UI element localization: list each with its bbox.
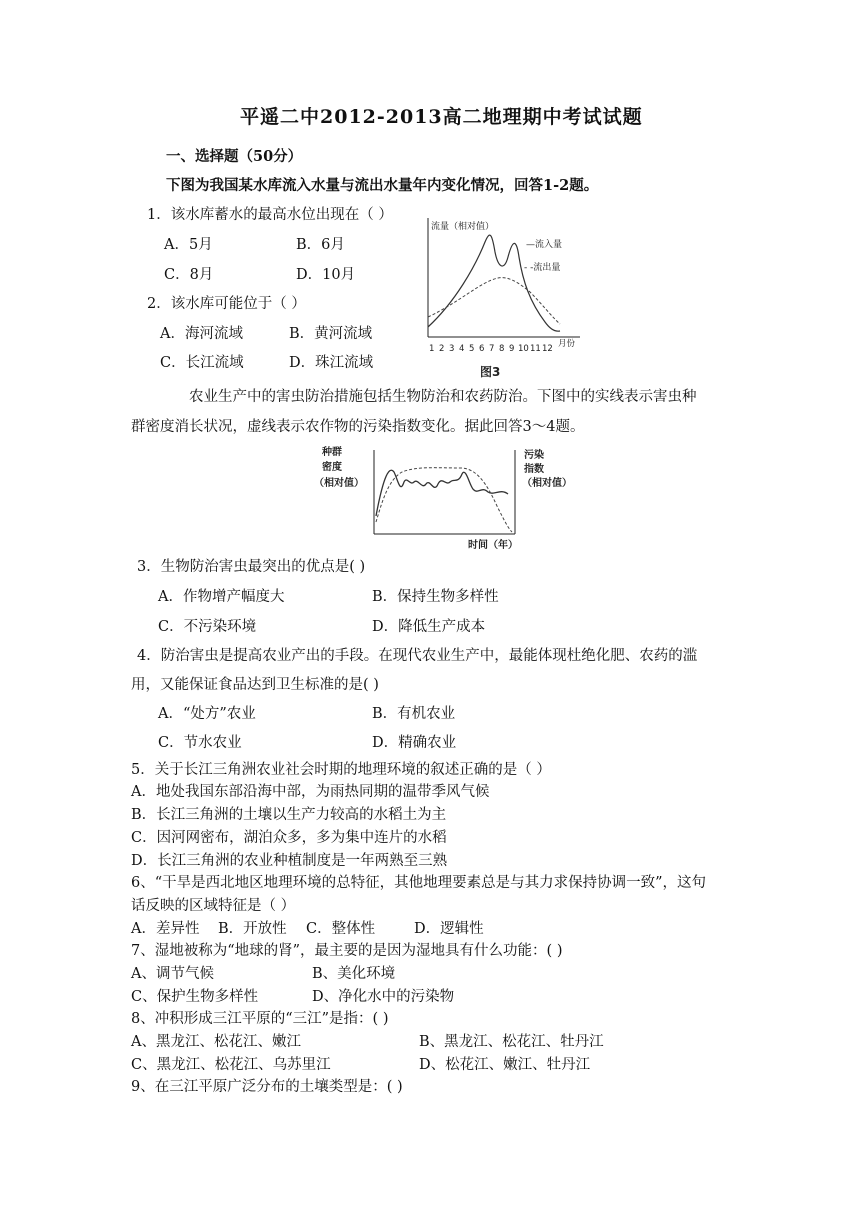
q5-option-b: B．长江三角洲的土壤以生产力较高的水稻土为主 <box>131 807 447 823</box>
q8-option-c: C、黑龙江、松花江、乌苏里江 <box>131 1057 331 1073</box>
q8-option-b: B、黑龙江、松花江、牡丹江 <box>419 1034 604 1050</box>
q2-option-b: B．黄河流域 <box>289 326 373 342</box>
q9-stem: 9、在三江平原广泛分布的土壤类型是：( ) <box>131 1079 403 1095</box>
q1-stem: 1．该水库蓄水的最高水位出现在（ ） <box>147 207 393 223</box>
q4-option-b: B．有机农业 <box>372 706 456 722</box>
q1-option-b: B．6月 <box>296 237 345 253</box>
time-axis-label: 时间（年） <box>468 540 518 551</box>
q7-option-d: D、净化水中的污染物 <box>312 989 455 1005</box>
intro-q1-2: 下图为我国某水库流入水量与流出水量年内变化情况，回答1-2题。 <box>166 177 599 194</box>
q6-option-a: A．差异性 <box>131 921 200 937</box>
q6-stem-line2: 话反映的区域特征是（ ） <box>131 898 296 914</box>
left-axis-label-2: 密度 <box>322 462 342 473</box>
figure-caption: 图3 <box>480 365 501 379</box>
month-ticks <box>429 344 553 354</box>
q5-option-d: D．长江三角洲的农业种植制度是一年两熟至三熟 <box>131 853 448 869</box>
outflow-curve <box>428 278 560 324</box>
q6-option-c: C．整体性 <box>306 921 376 937</box>
month-tick: 11 <box>530 344 541 354</box>
month-tick: 1 <box>429 344 435 354</box>
legend-inflow: —流入量 <box>526 240 563 250</box>
q4-option-c: C．节水农业 <box>158 735 242 751</box>
q8-option-d: D、松花江、嫩江、牡丹江 <box>419 1057 591 1073</box>
q3-option-a: A．作物增产幅度大 <box>158 589 285 605</box>
month-tick: 6 <box>479 344 485 354</box>
month-tick: 4 <box>459 344 465 354</box>
q8-option-a: A、黑龙江、松花江、嫩江 <box>131 1034 301 1050</box>
pest-pollution-figure <box>312 444 572 554</box>
left-axis-label-1: 种群 <box>322 447 342 458</box>
q3-option-d: D．降低生产成本 <box>372 619 486 635</box>
q3-stem: 3．生物防治害虫最突出的优点是( ) <box>137 559 366 575</box>
month-unit: 月份 <box>558 339 576 349</box>
q5-stem: 5．关于长江三角洲农业社会时期的地理环境的叙述正确的是（ ） <box>131 762 551 778</box>
right-axis-label-2: 指数 <box>524 464 544 475</box>
legend-outflow: - -流出量 <box>524 263 561 273</box>
q7-stem: 7、湿地被称为“地球的肾”，最主要的是因为湿地具有什么功能：( ) <box>131 943 563 959</box>
q7-option-a: A、调节气候 <box>131 966 214 982</box>
q6-option-d: D．逻辑性 <box>414 921 484 937</box>
q6-option-b: B．开放性 <box>218 921 287 937</box>
right-axis-label-3: （相对值） <box>522 478 572 489</box>
q3-option-c: C．不污染环境 <box>158 619 257 635</box>
flow-ylabel: 流量（相对值） <box>431 222 495 232</box>
month-tick: 9 <box>509 344 515 354</box>
q7-option-c: C、保护生物多样性 <box>131 989 259 1005</box>
month-tick: 10 <box>518 344 529 354</box>
pest-density-line <box>376 470 508 516</box>
q5-option-a: A．地处我国东部沿海中部，为雨热同期的温带季风气候 <box>131 784 490 800</box>
month-tick: 8 <box>499 344 505 354</box>
q6-stem-line1: 6、“干旱是西北地区地理环境的总特征，其他地理要素总是与其力求保持协调一致”，这句 <box>131 875 707 891</box>
q1-option-c: C．8月 <box>164 267 214 283</box>
month-tick: 12 <box>542 344 553 354</box>
q5-option-c: C．因河网密布，湖泊众多，多为集中连片的水稻 <box>131 830 447 846</box>
intro-q3-4-line1: 农业生产中的害虫防治措施包括生物防治和农药防治。下图中的实线表示害虫种 <box>189 389 697 405</box>
month-tick: 2 <box>439 344 445 354</box>
page-title: 平遥二中2012-2013高二地理期中考试试题 <box>240 106 643 128</box>
month-tick: 3 <box>449 344 455 354</box>
section-heading: 一、选择题（50分） <box>166 148 303 165</box>
right-axis-label-1: 污染 <box>524 450 544 461</box>
q7-option-b: B、美化环境 <box>312 966 396 982</box>
q3-option-b: B．保持生物多样性 <box>372 589 499 605</box>
intro-q3-4-line2: 群密度消长状况，虚线表示农作物的污染指数变化。据此回答3～4题。 <box>131 419 585 435</box>
q1-option-a: A．5月 <box>164 237 213 253</box>
q2-option-c: C．长江流域 <box>160 355 244 371</box>
q4-option-a: A．“处方”农业 <box>158 706 256 722</box>
q2-option-a: A．海河流域 <box>160 326 243 342</box>
month-tick: 5 <box>469 344 475 354</box>
q8-stem: 8、冲积形成三江平原的“三江”是指：( ) <box>131 1011 389 1027</box>
q2-option-d: D．珠江流域 <box>289 355 374 371</box>
q2-stem: 2．该水库可能位于（ ） <box>147 296 306 312</box>
q4-stem-line1: 4．防治害虫是提高农业产出的手段。在现代农业生产中，最能体现杜绝化肥、农药的滥 <box>137 648 698 664</box>
q4-stem-line2: 用，又能保证食品达到卫生标准的是( ) <box>131 677 379 693</box>
left-axis-label-3: （相对值） <box>314 478 364 489</box>
q4-option-d: D．精确农业 <box>372 735 457 751</box>
q1-option-d: D．10月 <box>296 267 356 283</box>
reservoir-flow-figure <box>420 212 590 382</box>
month-tick: 7 <box>489 344 495 354</box>
